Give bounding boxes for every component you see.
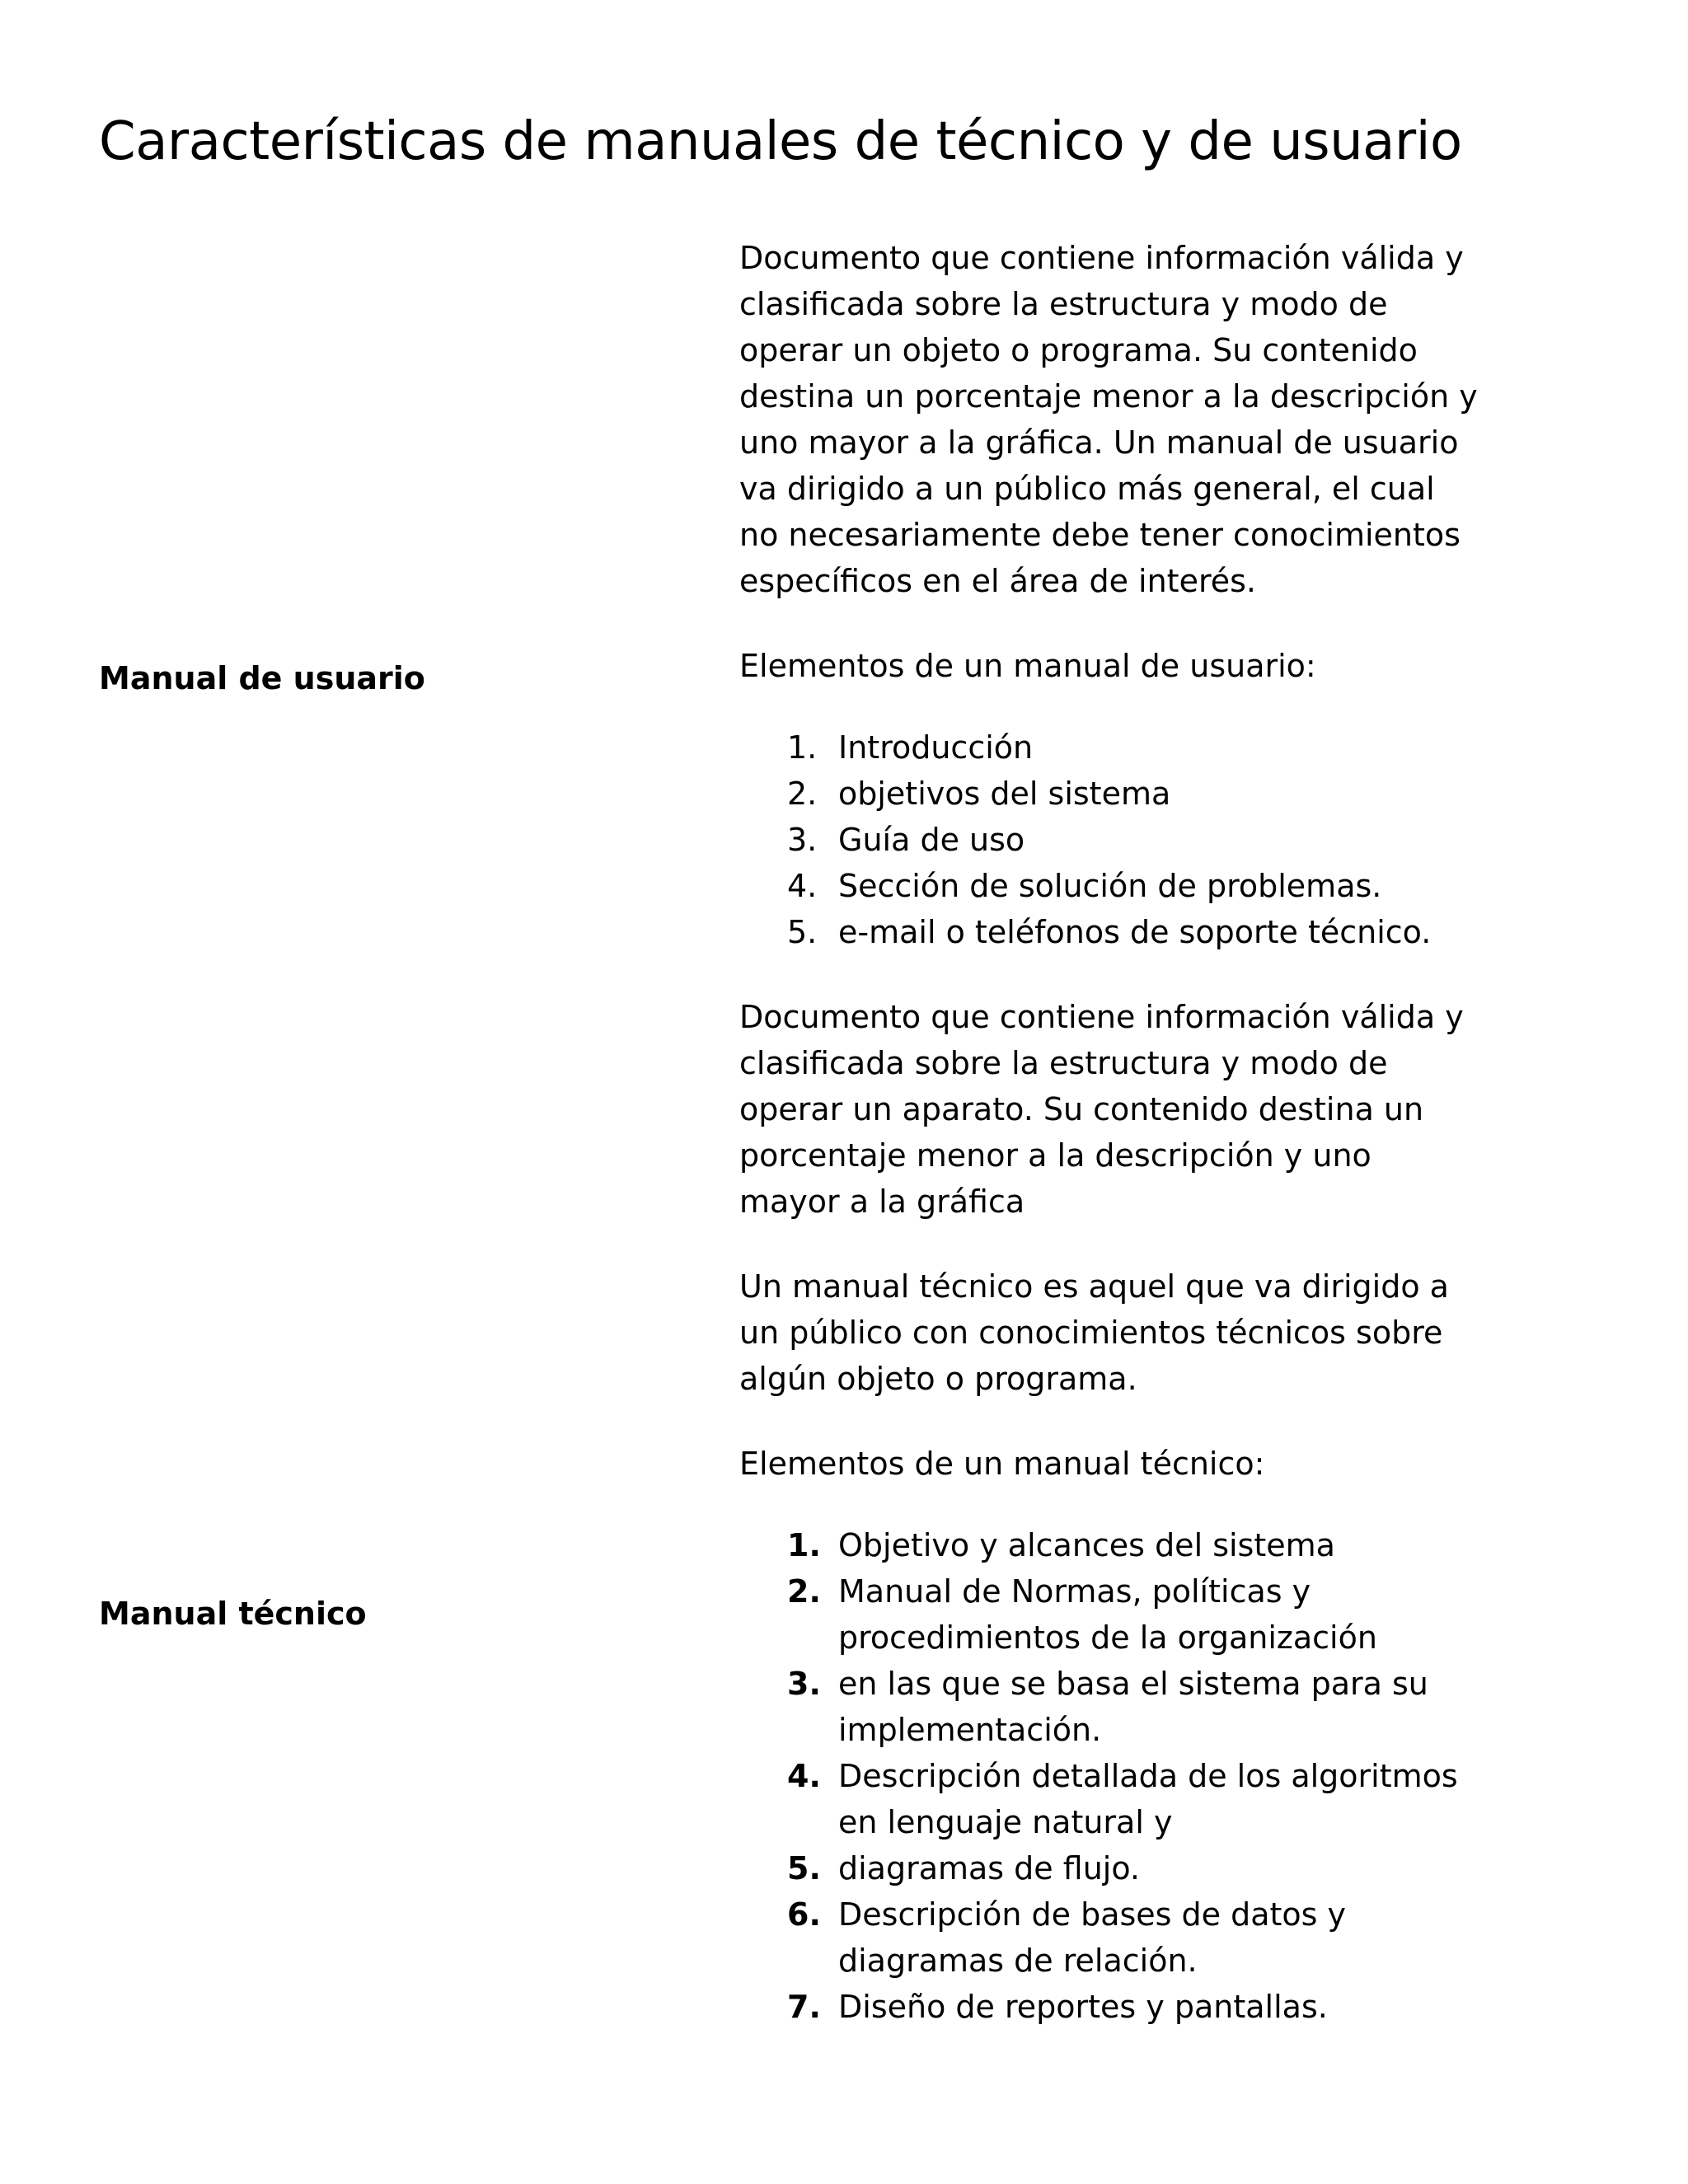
list-item-text: Introducción <box>838 729 1034 766</box>
row-label-manual-usuario: Manual de usuario <box>99 660 425 696</box>
list-item <box>739 1845 1481 1891</box>
list-item <box>739 1568 1481 1661</box>
list-item-number: 7. <box>787 1989 821 2025</box>
list-item-number: 2. <box>787 1573 821 1610</box>
list-item <box>739 909 1481 955</box>
list-item-number: 4. <box>787 1758 821 1794</box>
list-item-text: Sección de solución de problemas. <box>838 868 1382 904</box>
list-item <box>739 1891 1481 1984</box>
list-item-text: en las que se basa el sistema para su implementación. <box>838 1666 1428 1748</box>
list-item-text: diagramas de flujo. <box>838 1850 1140 1886</box>
list-item <box>739 1984 1481 2030</box>
list-item <box>739 724 1481 771</box>
list-item-number: 5. <box>787 914 818 950</box>
list-item-number: 4. <box>787 868 818 904</box>
list-item-number: 3. <box>787 1666 821 1702</box>
list-item-text: Manual de Normas, políticas y procedimientos de la organización <box>838 1573 1377 1656</box>
list-item <box>739 1661 1481 1753</box>
list-item-number: 3. <box>787 822 818 858</box>
page-title: Características de manuales de técnico y de usuario <box>99 111 1462 172</box>
list-item <box>739 1522 1481 1568</box>
list-item-text: Descripción detallada de los algoritmos en lenguaje natural y <box>838 1758 1458 1840</box>
list-item-number: 5. <box>787 1850 821 1886</box>
list-item <box>739 863 1481 909</box>
content-column <box>739 235 1481 2069</box>
list-item-text: Objetivo y alcances del sistema <box>838 1527 1335 1563</box>
tecnico-audience: Un manual técnico es aquel que va dirigido a un público con conocimientos técnicos sobre algún objeto o programa. <box>739 1268 1449 1397</box>
list-item-number: 6. <box>787 1896 821 1933</box>
list-item-number: 1. <box>787 1527 821 1563</box>
list-item <box>739 1753 1481 1845</box>
usuario-elements-list <box>739 724 1481 955</box>
list-item-text: objetivos del sistema <box>838 776 1171 812</box>
list-item-text: e-mail o teléfonos de soporte técnico. <box>838 914 1432 950</box>
list-item-number: 1. <box>787 729 818 766</box>
tecnico-elements-heading: Elementos de un manual técnico: <box>739 1446 1265 1482</box>
list-item <box>739 771 1481 817</box>
list-item <box>739 817 1481 863</box>
tecnico-description: Documento que contiene información válida y clasificada sobre la estructura y modo de operar un aparato. Su contenido destina un porcentaje menor a la descripción y uno mayor a la gráfica <box>739 999 1464 1220</box>
list-item-text: Diseño de reportes y pantallas. <box>838 1989 1328 2025</box>
usuario-elements-heading: Elementos de un manual de usuario: <box>739 648 1316 684</box>
list-item-text: Descripción de bases de datos y diagramas de relación. <box>838 1896 1347 1979</box>
list-item-number: 2. <box>787 776 818 812</box>
list-item-text: Guía de uso <box>838 822 1025 858</box>
usuario-description: Documento que contiene información válida y clasificada sobre la estructura y modo de operar un objeto o programa. Su contenido destina un porcentaje menor a la descripción y uno mayor a la gráfica. Un manual de usuario va dirigido a un público más general, el cual no necesariamente debe tener conocimientos específicos en el área de interés. <box>739 240 1478 599</box>
tecnico-elements-list <box>739 1522 1481 2030</box>
row-label-manual-tecnico: Manual técnico <box>99 1596 367 1632</box>
